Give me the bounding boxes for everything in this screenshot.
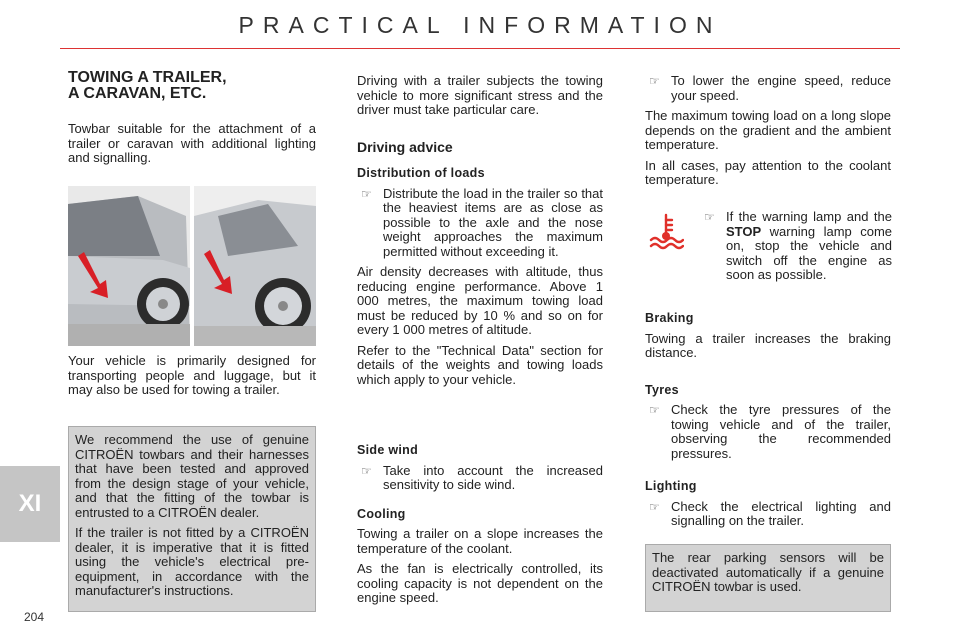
column-2 [357, 74, 603, 393]
technical-data-text: Refer to the "Technical Data" section for details of the weights and towing loads which apply to your vehicle. [357, 342, 603, 387]
braking-text: Towing a trailer increases the braking distance. [645, 330, 891, 360]
side-wind-bullet: ☞ Take into account the increased sensitivity to side wind. [361, 462, 603, 492]
parking-sensors-text: The rear parking sensors will be deactivated automatically if a genuine CITROËN towbar is used. [652, 550, 884, 594]
distribution-title: Distribution of loads [357, 166, 485, 180]
towbar-photos [68, 186, 316, 346]
warning-lamp-bullet: ☞ If the warning lamp and the STOP warning lamp come on, stop the vehicle and switch off the engine as soon as possible. [704, 209, 892, 282]
cooling-fan-text: As the fan is electrically controlled, its cooling capacity is not dependent on the engine speed. [357, 561, 603, 605]
chapter-tab: XI [0, 466, 60, 542]
max-load-text: The maximum towing load on a long slope depends on the gradient and the ambient temperature. [645, 108, 891, 152]
braking-title: Braking [645, 311, 694, 325]
header-rule [60, 48, 900, 49]
pointing-hand-icon: ☞ [649, 74, 660, 88]
coolant-temperature-icon [648, 212, 684, 250]
lighting-title: Lighting [645, 479, 697, 493]
intro-text: Towbar suitable for the attachment of a trailer or caravan with additional lighting and signalling. [68, 121, 316, 165]
tyres-title: Tyres [645, 382, 679, 397]
air-density-text: Air density decreases with altitude, thus reducing engine performance. Above 1 000 metres, the maximum towing load must be reduced by 10 % and so on for every 1 000 metres of altitude. [357, 264, 603, 337]
distribution-bullet: ☞ Distribute the load in the trailer so that the heaviest items are as close as possible to the axle and the nose weight approaches the maximum permitted without exceeding it. [361, 185, 603, 259]
side-wind-title: Side wind [357, 443, 419, 457]
column-3-lower [645, 311, 891, 535]
page-title: PRACTICAL INFORMATION [238, 12, 722, 38]
pointing-hand-icon: ☞ [704, 210, 715, 224]
page-number: 204 [24, 610, 45, 624]
fitting-text: If the trailer is not fitted by a CITROËN dealer, it is imperative that it is fitted using the vehicle's electrical pre-equipment, in accordance with the manufacturer's instructions. [75, 525, 309, 598]
driving-advice-title: Driving advice [357, 138, 453, 155]
pointing-hand-icon: ☞ [361, 463, 372, 478]
pointing-hand-icon: ☞ [649, 499, 660, 514]
recommendation-text: We recommend the use of genuine CITROËN towbars and their harnesses that have been tested and approved from the design stage of your vehicle, and that the fitting of the towbar is entrusted to a CITROËN dealer. [75, 432, 309, 520]
stress-text: Driving with a trailer subjects the towing vehicle to more significant stress and the driver must take particular care. [357, 73, 603, 117]
warning-lamp-section [700, 210, 892, 289]
column-3 [645, 74, 891, 194]
column-1 [68, 70, 316, 172]
vehicle-usage-text: Your vehicle is primarily designed for transporting people and luggage, but it may also be used for towing a trailer. [68, 353, 316, 397]
recommendation-box [68, 426, 316, 612]
section-heading: TOWING A TRAILER, A CARAVAN, ETC. [68, 69, 227, 102]
tyres-bullet: ☞ Check the tyre pressures of the towing vehicle and of the trailer, observing the recommended pressures. [649, 402, 891, 461]
pointing-hand-icon: ☞ [361, 186, 372, 201]
parking-sensors-box [645, 544, 891, 612]
cooling-title: Cooling [357, 506, 406, 521]
coolant-text: In all cases, pay attention to the coolant temperature. [645, 157, 891, 187]
pointing-hand-icon: ☞ [649, 403, 660, 417]
stop-label: STOP [726, 223, 762, 239]
lighting-bullet: ☞ Check the electrical lighting and signalling on the trailer. [649, 498, 891, 528]
column-1-body [68, 354, 316, 404]
cooling-slope-text: Towing a trailer on a slope increases the temperature of the coolant. [357, 526, 603, 556]
column-2-lower [357, 443, 603, 612]
engine-speed-bullet: ☞ To lower the engine speed, reduce your speed. [649, 73, 891, 103]
